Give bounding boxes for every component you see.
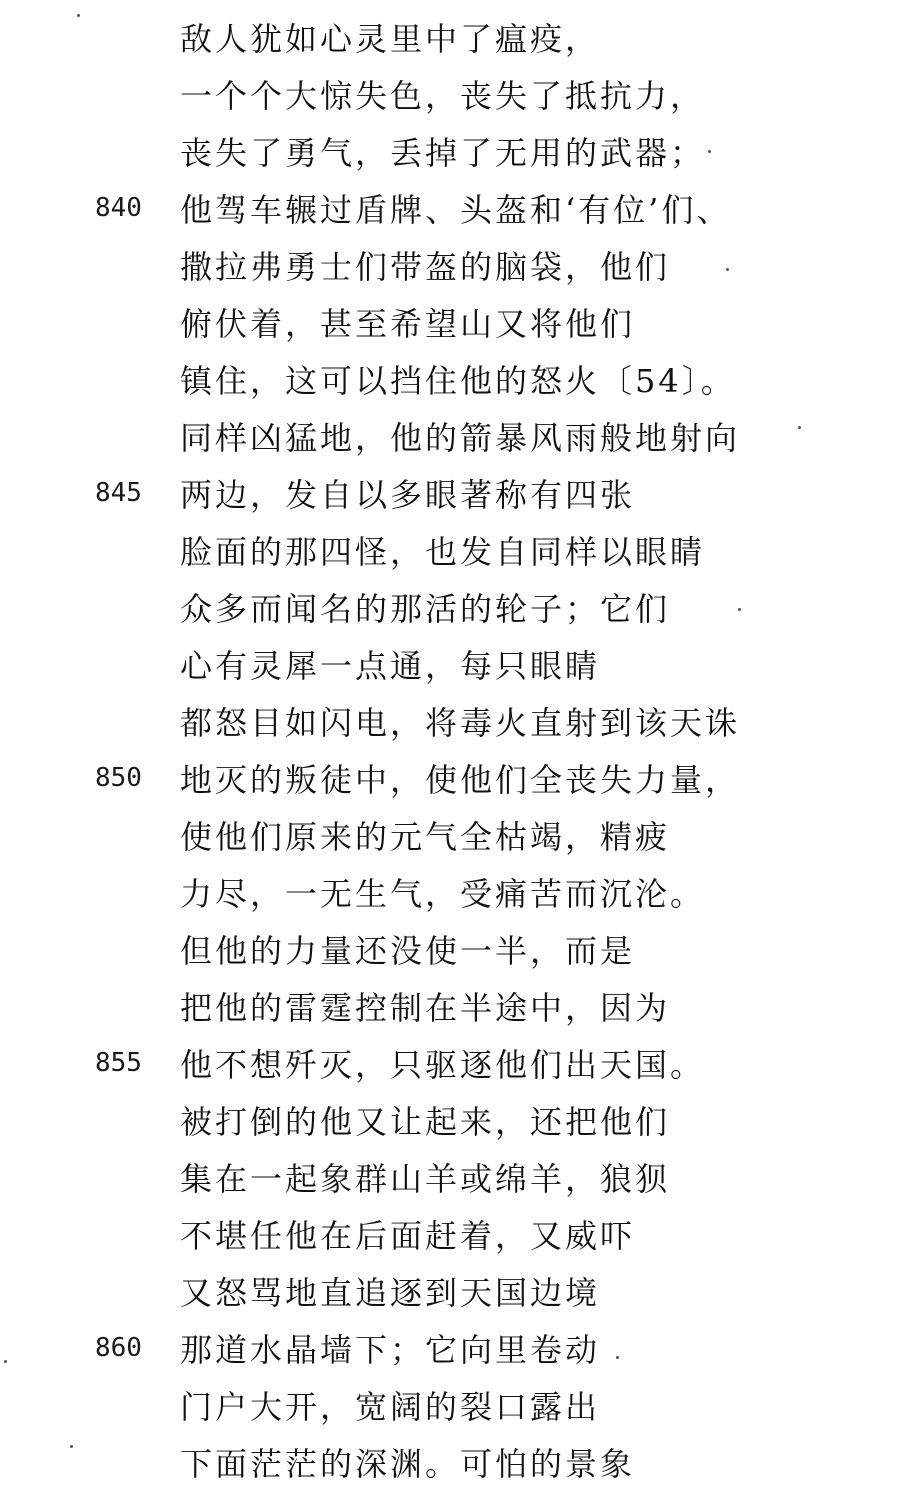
poem-line — [0, 8, 900, 65]
line-text: 下面茫茫的深渊。可怕的景象 — [180, 1444, 636, 1483]
poem-line — [0, 179, 900, 236]
line-text: 丧失了勇气，丢掉了无用的武器； — [180, 133, 706, 172]
poem-line — [0, 1205, 900, 1262]
line-text: 众多而闻名的那活的轮子；它们 — [180, 589, 671, 628]
line-number: 860 — [95, 1332, 142, 1363]
poem-line — [0, 65, 900, 122]
poem-line — [0, 1262, 900, 1319]
line-number: 850 — [95, 762, 142, 793]
line-text: 撒拉弗勇士们带盔的脑袋，他们 — [180, 247, 671, 286]
line-number: 845 — [95, 477, 142, 508]
poem-line — [0, 122, 900, 179]
line-number: 855 — [95, 1047, 142, 1078]
poem-line — [0, 350, 900, 407]
poem-line — [0, 1376, 900, 1433]
line-text: 地灭的叛徒中，使他们全丧失力量， — [180, 760, 741, 799]
scan-speck — [798, 426, 801, 429]
poem-line — [0, 464, 900, 521]
poem-line — [0, 806, 900, 863]
poem-line — [0, 293, 900, 350]
line-text: 把他的雷霆控制在半途中，因为 — [180, 988, 671, 1027]
line-text: 那道水晶墙下；它向里卷动 — [180, 1330, 601, 1369]
poem-text — [0, 8, 900, 1490]
line-text: 两边，发自以多眼著称有四张 — [180, 475, 636, 514]
line-text: 一个个大惊失色，丧失了抵抗力， — [180, 76, 706, 115]
scan-speck — [738, 608, 741, 611]
line-text: 敌人犹如心灵里中了瘟疫， — [180, 19, 601, 58]
line-text: 被打倒的他又让起来，还把他们 — [180, 1102, 671, 1141]
line-text: 门户大开，宽阔的裂口露出 — [180, 1387, 601, 1426]
scan-speck — [726, 268, 729, 271]
poem-line — [0, 863, 900, 920]
poem-line — [0, 920, 900, 977]
poem-line — [0, 1091, 900, 1148]
poem-line — [0, 1319, 900, 1376]
scan-speck — [70, 1445, 73, 1448]
line-text: 镇住，这可以挡住他的怒火〔54〕。 — [180, 361, 736, 400]
line-text: 心有灵犀一点通，每只眼睛 — [180, 646, 601, 685]
poem-line — [0, 407, 900, 464]
line-text: 脸面的那四怪，也发自同样以眼睛 — [180, 532, 706, 571]
line-number: 840 — [95, 192, 142, 223]
line-text: 他驾车辗过盾牌、头盔和‘有位’们、 — [180, 190, 732, 229]
poem-line — [0, 236, 900, 293]
poem-line — [0, 1433, 900, 1490]
line-text: 力尽，一无生气，受痛苦而沉沦。 — [180, 874, 706, 913]
scan-speck — [77, 14, 80, 17]
line-text: 都怒目如闪电，将毒火直射到该天诛 — [180, 703, 741, 742]
poem-line — [0, 1148, 900, 1205]
scan-speck — [616, 1356, 619, 1359]
line-text: 不堪任他在后面赶着，又威吓 — [180, 1216, 636, 1255]
line-text: 俯伏着，甚至希望山又将他们 — [180, 304, 636, 343]
poem-line — [0, 692, 900, 749]
scan-speck — [708, 150, 711, 153]
poem-line — [0, 635, 900, 692]
line-text: 使他们原来的元气全枯竭，精疲 — [180, 817, 671, 856]
poem-line — [0, 578, 900, 635]
poem-line — [0, 749, 900, 806]
line-text: 他不想歼灭，只驱逐他们出天国。 — [180, 1045, 706, 1084]
scan-speck — [4, 1360, 7, 1363]
poem-line — [0, 1034, 900, 1091]
line-text: 同样凶猛地，他的箭暴风雨般地射向 — [180, 418, 741, 457]
line-text: 又怒骂地直追逐到天国边境 — [180, 1273, 601, 1312]
line-text: 但他的力量还没使一半，而是 — [180, 931, 636, 970]
poem-line — [0, 977, 900, 1034]
line-text: 集在一起象群山羊或绵羊，狼狈 — [180, 1159, 671, 1198]
poem-line — [0, 521, 900, 578]
